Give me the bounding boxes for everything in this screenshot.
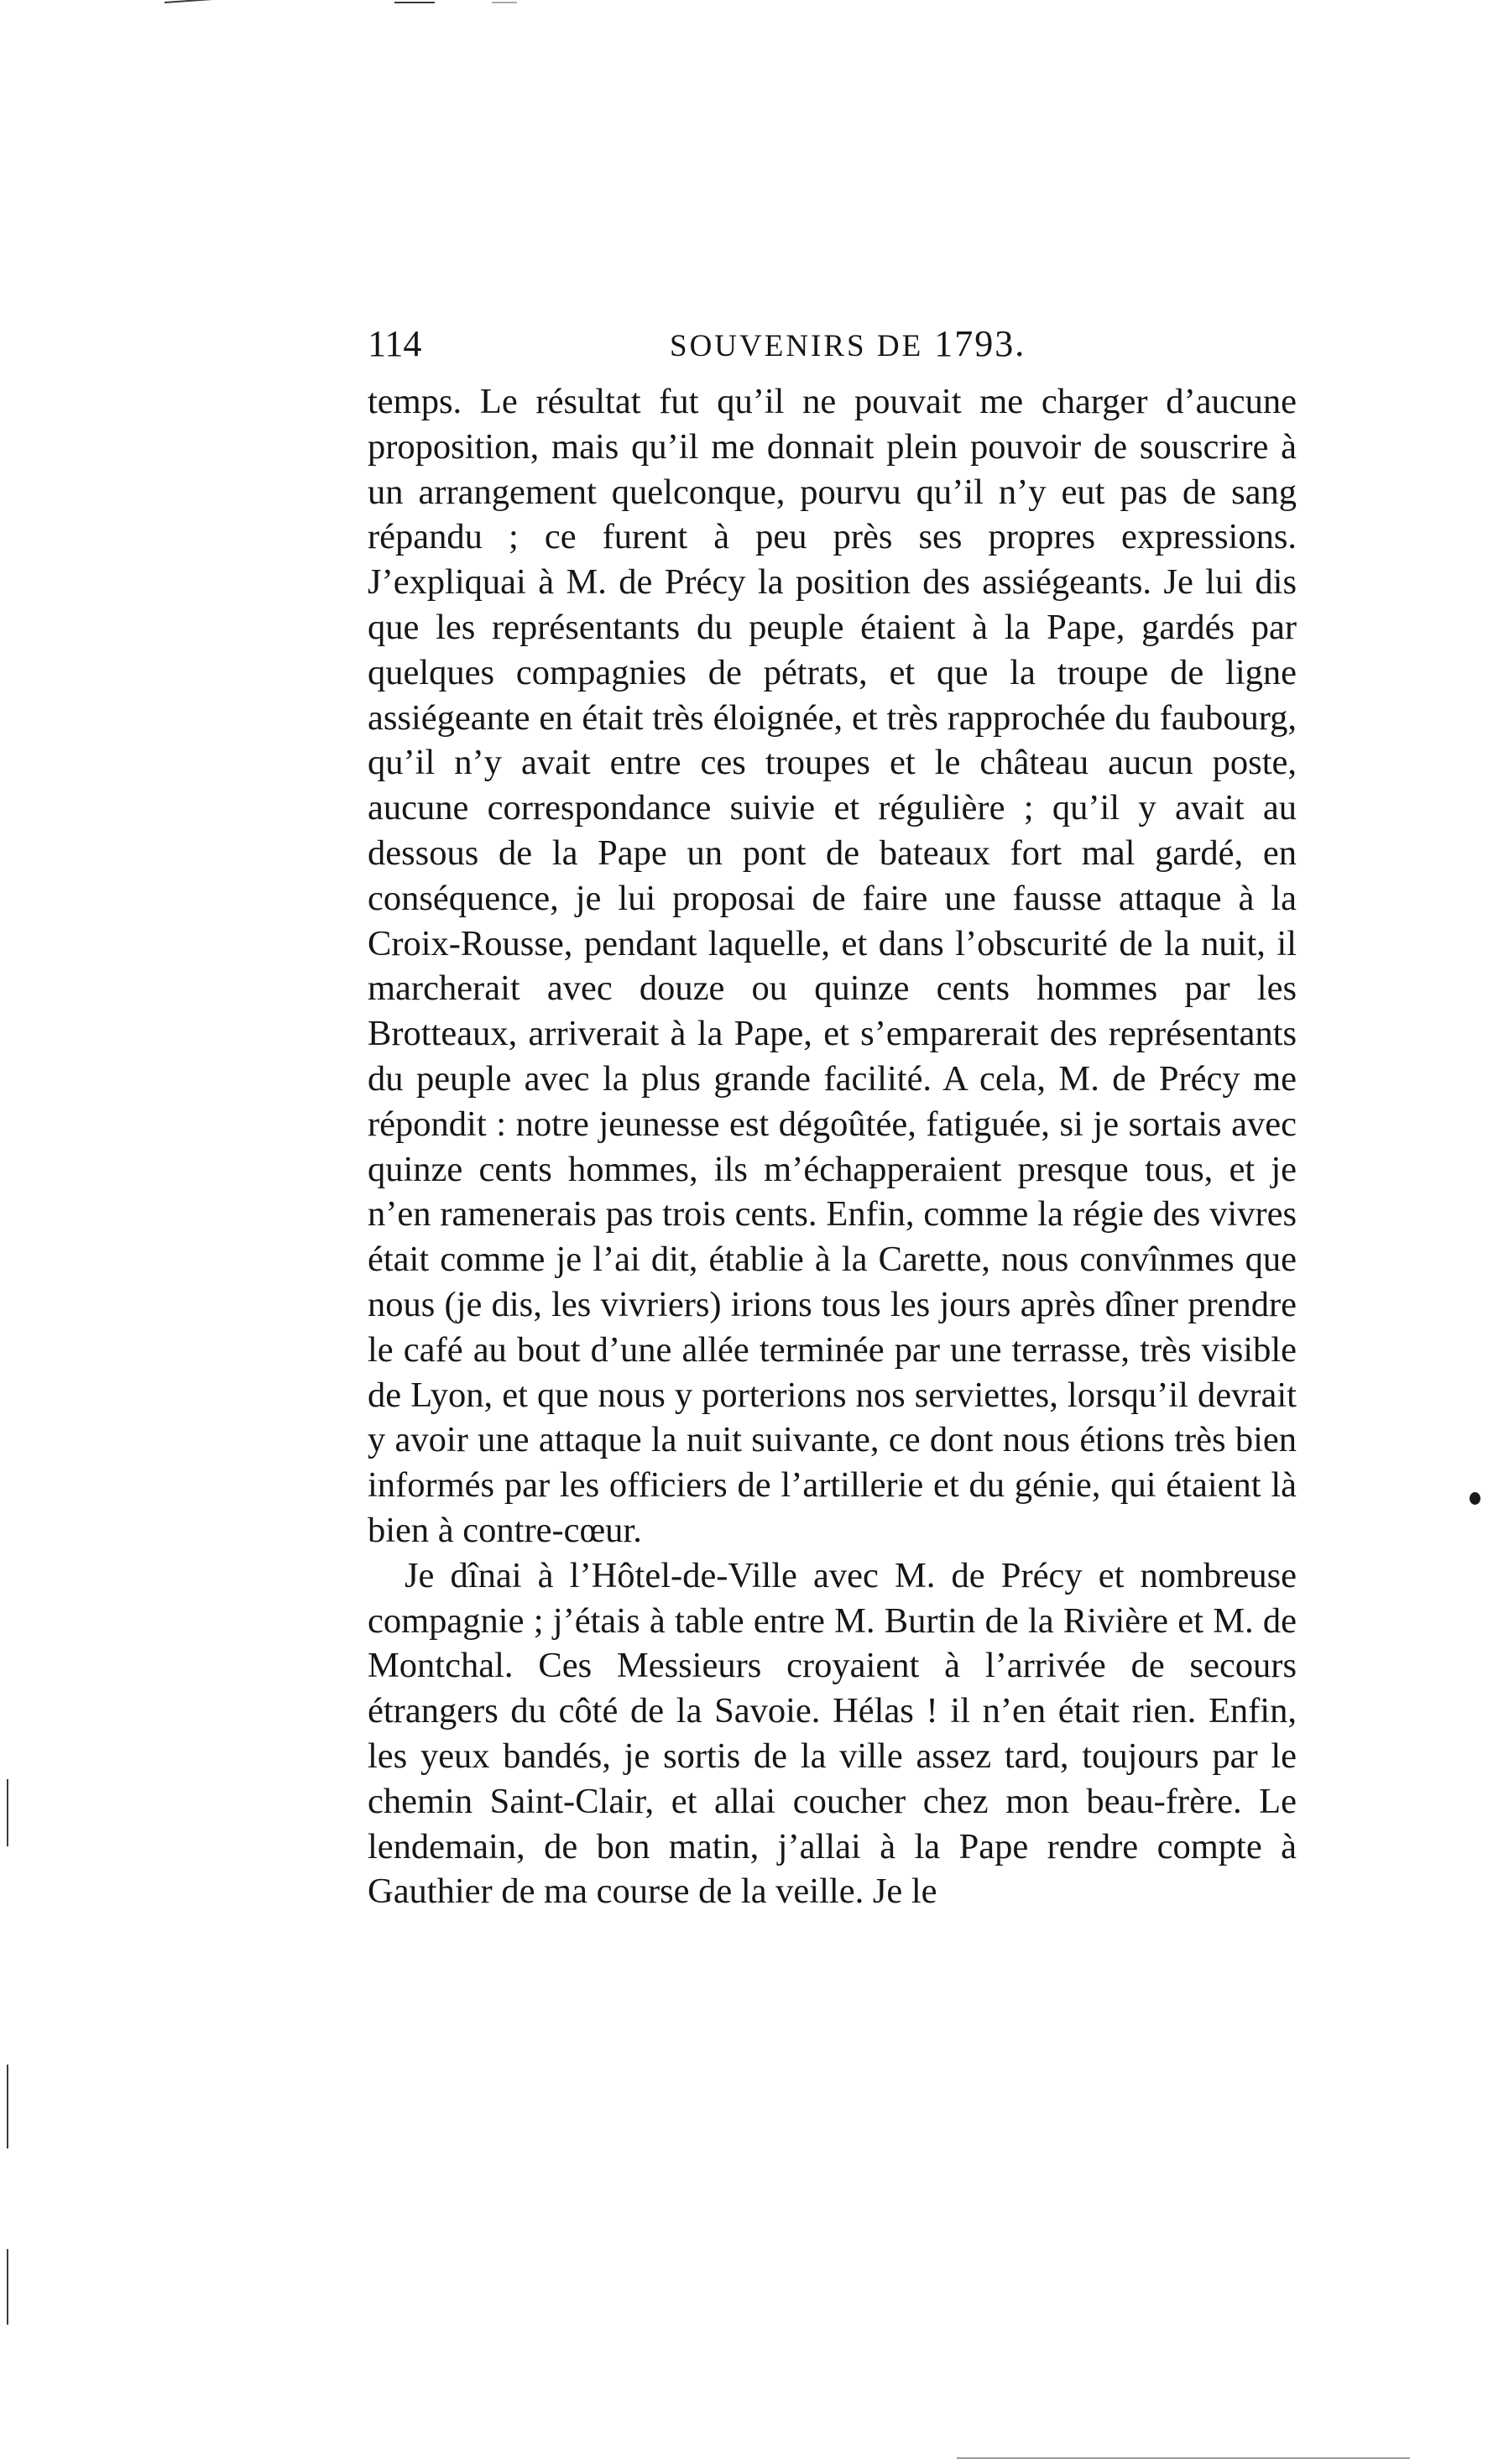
paragraph-2: Je dînai à l’Hôtel-de-Ville avec M. de Précy et nombreuse compagnie ; j’étais à table entre M. Burtin de la Rivière et M. de Montchal. Ces Messieurs croyaient à l’arrivée de secours étrangers du côté de la Savoie. Hélas ! il n’en était rien. Enfin, les yeux bandés, je sortis de la ville assez tard, toujours par le chemin Saint-Clair, et allai coucher chez mon beau-frère. Le lendemain, de bon matin, j’allai à la Pape rendre compte à Gauthier de ma course de la veille. Je le — [368, 1555, 1297, 1912]
scan-mark-bottom — [957, 2457, 1410, 2459]
scan-mark-top-right — [492, 2, 517, 3]
scan-mark-top-left — [164, 0, 282, 3]
running-title — [670, 322, 1026, 365]
scan-mark-left-edge-3 — [7, 2249, 8, 2325]
paragraph-1: temps. Le résultat fut qu’il ne pouvait me charger d’aucune proposition, mais qu’il me donnait plein pouvoir de souscrire à un arrangement quelconque, pourvu qu’il n’y eut pas de sang répandu ; ce furent à peu près ses propres expressions. J’expliquai à M. de Précy la position des assiégeants. Je lui dis que les représentants du peuple étaient à la Pape, gardés par quelques compagnies de pétrats, et que la troupe de ligne assiégeante en était très éloignée, et très rapprochée du faubourg, qu’il n’y avait entre ces troupes et le château aucun poste, aucune correspondance suivie et régulière ; qu’il y avait au dessous de la Pape un pont de bateaux fort mal gardé, en conséquence, je lui proposai de faire une fausse attaque à la Croix-Rousse, pendant laquelle, et dans l’obscurité de la nuit, il marcherait avec douze ou quinze cents hommes par les Brotteaux, arriverait à la Pape, et s’emparerait des représentants du peuple avec la plus grande facilité. A cela, M. de Précy me répondit : notre jeunesse est dégoûtée, fatiguée, si je sortais avec quinze cents hommes, ils m’échapperaient presque tous, et je n’en ramenerais pas trois cents. Enfin, comme la régie des vivres était comme je l’ai dit, établie à la Carette, nous convînmes que nous (je dis, les vivriers) irions tous les jours après dîner prendre le café au bout d’une allée terminée par une terrasse, très visible de Lyon, et que nous y porterions nos serviettes, lorsqu’il devrait y avoir une attaque la nuit suivante, ce dont nous étions très bien informés par les officiers de l’artillerie et du génie, qui étaient là bien à contre-cœur. — [368, 382, 1297, 1550]
scan-mark-top-center — [394, 2, 435, 3]
running-title-year: 1793. — [934, 323, 1026, 364]
page-header — [368, 322, 1297, 369]
running-title-text: SOUVENIRS DE — [670, 329, 924, 363]
body-text — [368, 379, 1297, 1914]
scan-mark-left-edge-2 — [7, 2065, 8, 2148]
scan-mark-left-edge-1 — [7, 1779, 8, 1846]
margin-ink-dot — [1470, 1492, 1480, 1505]
page-number: 114 — [368, 323, 422, 364]
